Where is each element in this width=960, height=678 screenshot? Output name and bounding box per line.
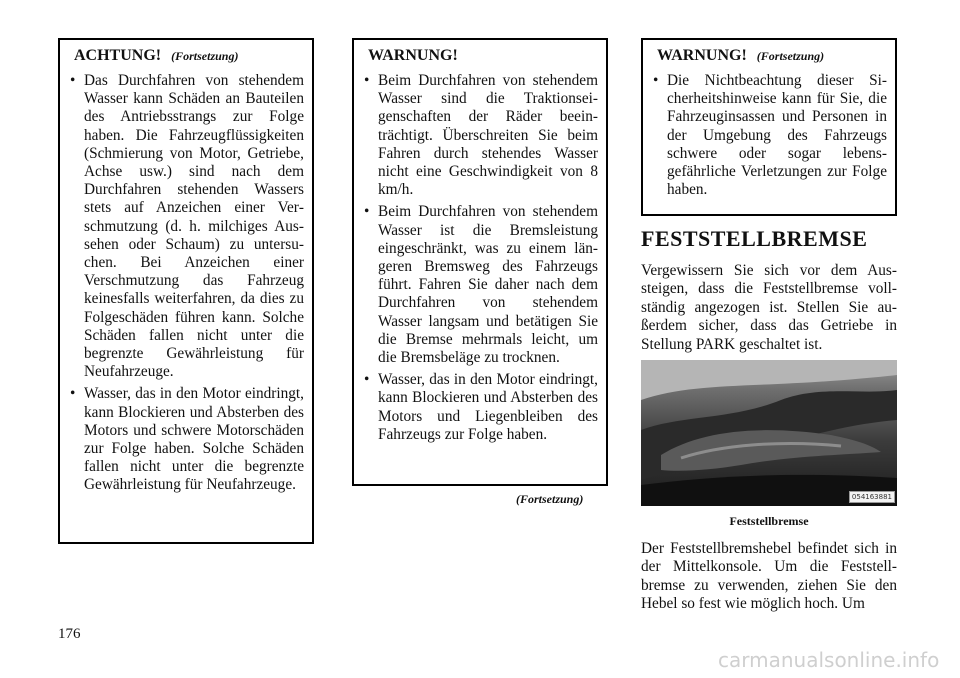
warnung-continued-bullets bbox=[651, 72, 887, 199]
bullet-item: • Beim Durchfahren von stehendem Wasser ist die Bremsleistung eingeschränkt, was zu einem längeren Bremsweg des Fahrzeugs führt. Fahren Sie daher nach dem Durchfahren von stehendem Wasser langsam und betätigen Sie die Bremse mehrmals leicht, um die Bremsbeläge zu trocknen. bbox=[362, 203, 598, 367]
achtung-title-text: ACHTUNG! bbox=[74, 47, 162, 64]
achtung-title bbox=[74, 46, 304, 66]
bullet-item: • Beim Durchfahren von stehendem Wasser sind die Traktionseigenschaften der Räder beeinträchtigt. Überschreiten Sie beim Fahren durch stehendes Wasser nicht eine Geschwindigkeit von 8 km/h. bbox=[362, 72, 598, 199]
parking-brake-illustration bbox=[641, 360, 897, 506]
warnung-box bbox=[352, 38, 608, 486]
warnung-continued-title-text: WARNUNG! bbox=[657, 47, 747, 64]
watermark: carmanualsonline.info bbox=[718, 648, 940, 672]
achtung-box bbox=[58, 38, 314, 544]
bullet-item: • Wasser, das in den Motor eindringt, kann Blockieren und Absterben des Motors und Liegenbleiben des Fahrzeugs zur Folge haben. bbox=[362, 371, 598, 444]
warnung-continued-title bbox=[657, 46, 887, 66]
parking-brake-photo bbox=[641, 360, 897, 506]
image-code: 054163881 bbox=[849, 491, 895, 503]
warnung-continued-label: (Fortsetzung) bbox=[756, 49, 825, 63]
section-body: Der Feststellbremshebel befindet sich in der Mittelkonsole. Um die Feststellbremse zu verwenden, ziehen Sie den Hebel so fest wie möglich hoch. Um bbox=[641, 540, 897, 613]
warnung-title bbox=[368, 46, 598, 66]
section-heading: FESTSTELLBREMSE bbox=[641, 226, 868, 251]
achtung-bullets bbox=[68, 72, 304, 495]
continued-footer: (Fortsetzung) bbox=[516, 492, 584, 506]
bullet-item: • Die Nichtbeachtung dieser Sicherheitshinweise kann für Sie, die Fahrzeuginsassen und Personen in der Umgebung des Fahrzeugs schwere oder sogar lebensgefährliche Verletzungen zur Folge haben. bbox=[651, 72, 887, 199]
warnung-bullets bbox=[362, 72, 598, 444]
section-intro: Vergewissern Sie sich vor dem Aussteigen, dass die Feststellbremse vollständig angezogen ist. Stellen Sie außerdem sicher, dass das Getriebe in Stellung PARK geschaltet ist. bbox=[641, 262, 897, 353]
achtung-continued: (Fortsetzung) bbox=[171, 49, 239, 63]
page-number: 176 bbox=[58, 626, 81, 642]
photo-caption: Feststellbremse bbox=[729, 514, 809, 528]
warnung-continued-box bbox=[641, 38, 897, 216]
warnung-title-text: WARNUNG! bbox=[368, 47, 458, 64]
bullet-item: • Das Durchfahren von stehendem Wasser kann Schäden an Bauteilen des Antriebsstrangs zur Folge haben. Die Fahrzeugflüssigkeiten (Schmierung von Motor, Getriebe, Achse usw.) sind nach dem Durchfahren stehenden Wassers stets auf Anzeichen einer Verschmutzung (d. h. milchiges Aussehen oder Schaum) zu untersuchen. Bei Anzeichen einer Verschmutzung das Fahrzeug keinesfalls weiterfahren, da dies zu Folgeschäden führen kann. Solche Schäden fallen nicht unter die begrenzte Gewährleistung für Neufahrzeuge. bbox=[68, 72, 304, 381]
bullet-item: • Wasser, das in den Motor eindringt, kann Blockieren und Absterben des Motors und schwere Motorschäden zur Folge haben. Solche Schäden fallen nicht unter die begrenzte Gewährleistung für Neufahrzeuge. bbox=[68, 385, 304, 494]
